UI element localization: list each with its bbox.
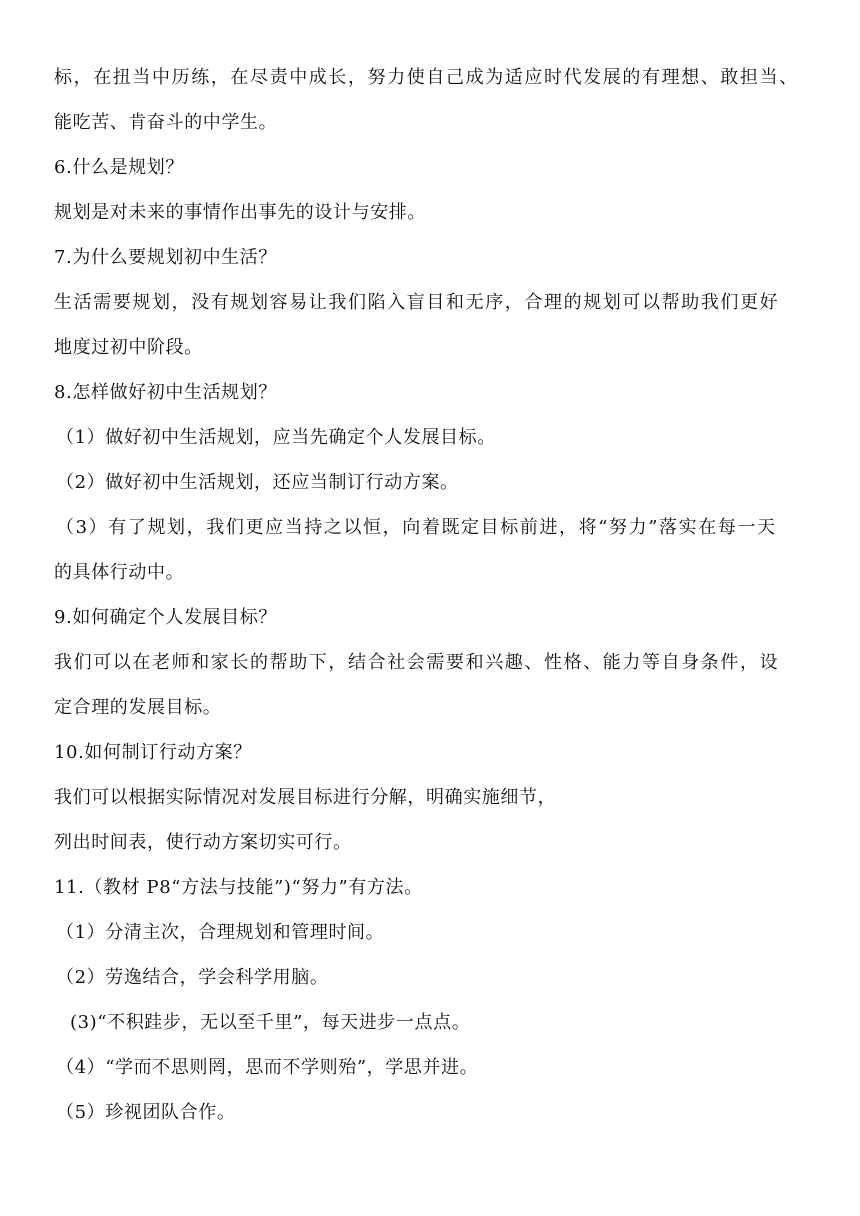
- answer-line-10a: 我们可以根据实际情况对发展目标进行分解，明确实施细节，: [54, 787, 557, 808]
- answer-line-10b: 列出时间表，使行动方案切实可行。: [54, 832, 352, 853]
- answer-item-11-2: （2）劳逸结合，学会科学用脑。: [56, 967, 329, 988]
- answer-item-11-1: （1）分清主次，合理规划和管理时间。: [56, 922, 385, 943]
- question-heading-8: 8.怎样做好初中生活规划？: [54, 382, 277, 403]
- answer-line-9b: 定合理的发展目标。: [54, 697, 222, 718]
- answer-item-8-1: （1）做好初中生活规划，应当先确定个人发展目标。: [56, 427, 496, 448]
- text-line-1: 标，在扭当中历练，在尽责中成长，努力使自己成为适应时代发展的有理想、敢担当、: [54, 67, 799, 88]
- question-heading-6: 6.什么是规划？: [54, 157, 184, 178]
- answer-item-11-4: （4）“学而不思则罔，思而不学则殆”，学思并进。: [56, 1057, 479, 1078]
- answer-item-11-3: (3)“不积跬步，无以至千里”，每天进步一点点。: [70, 1012, 471, 1033]
- answer-item-8-2: （2）做好初中生活规划，还应当制订行动方案。: [56, 472, 459, 493]
- answer-item-8-3b: 的具体行动中。: [54, 562, 185, 583]
- answer-line-9a: 我们可以在老师和家长的帮助下，结合社会需要和兴趣、性格、能力等自身条件，设: [54, 652, 780, 673]
- question-heading-7: 7.为什么要规划初中生活？: [54, 247, 277, 268]
- question-heading-9: 9.如何确定个人发展目标？: [54, 607, 277, 628]
- text-line-2: 能吃苦、肯奋斗的中学生。: [54, 112, 278, 133]
- question-heading-10: 10.如何制订行动方案？: [54, 742, 252, 763]
- answer-line-7b: 地度过初中阶段。: [54, 337, 203, 358]
- answer-line-7a: 生活需要规划，没有规划容易让我们陷入盲目和无序，合理的规划可以帮助我们更好: [54, 292, 780, 313]
- answer-item-8-3a: （3）有了规划，我们更应当持之以恒，向着既定目标前进，将“努力”落实在每一天: [56, 517, 777, 538]
- question-heading-11: 11.（教材 P8“方法与技能”)“努力”有方法。: [54, 877, 423, 898]
- answer-line-6: 规划是对未来的事情作出事先的设计与安排。: [54, 202, 426, 223]
- answer-item-11-5: （5）珍视团队合作。: [56, 1102, 236, 1123]
